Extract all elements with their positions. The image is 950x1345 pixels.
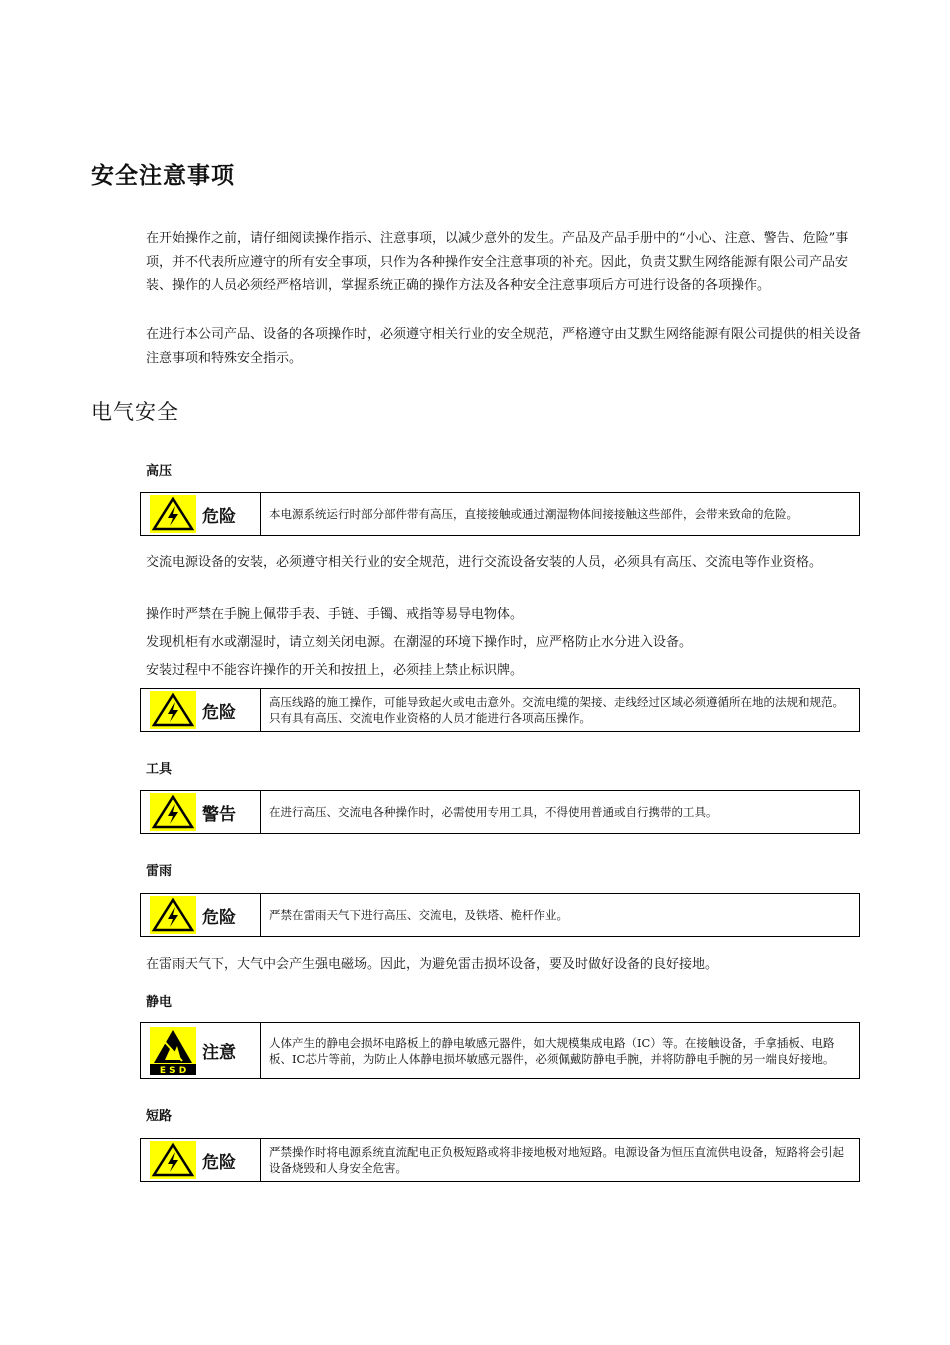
- notice-text: 严禁操作时将电源系统直流配电正负极短路或将非接地极对地短路。电源设备为恒压直流供电设备，短路将会引起设备烧毁和人身安全危害。: [269, 1145, 844, 1175]
- notice-label-cell: [141, 689, 261, 731]
- high-voltage-warning-icon: [150, 495, 196, 533]
- notice-box: [140, 1138, 860, 1182]
- notice-text: 本电源系统运行时部分部件带有高压，直接接触或通过潮湿物体间接接触这些部件，会带来致命的危险。: [269, 507, 798, 521]
- notice-text: 人体产生的静电会损坏电路板上的静电敏感元器件，如大规模集成电路（IC）等。在接触设备，手拿插板、电路板、IC芯片等前，为防止人体静电损坏敏感元器件，必须佩戴防静电手腕，并将防静电手腕的另一端良好接地。: [269, 1035, 835, 1066]
- notice-label: 危险: [202, 907, 236, 928]
- notice-box: [140, 688, 860, 732]
- notice-label: 危险: [202, 1152, 236, 1173]
- notice-label-cell: [141, 1023, 261, 1078]
- storm-paragraph: 在雷雨天气下，大气中会产生强电磁场。因此，为避免雷击损坏设备，要及时做好设备的良好接地。: [146, 957, 719, 972]
- notice-box: [140, 492, 860, 536]
- subsection-high-voltage: 高压: [146, 464, 173, 479]
- notice-box: [140, 893, 860, 937]
- notice-text: 在进行高压、交流电各种操作时，必需使用专用工具，不得使用普通或自行携带的工具。: [269, 805, 718, 819]
- notice-label: 危险: [202, 506, 236, 527]
- notice-label-cell: [141, 493, 261, 535]
- esd-icon: [150, 1027, 196, 1075]
- esd-icon-text: E S D: [159, 1065, 187, 1075]
- notice-label: 危险: [202, 702, 236, 723]
- intro-paragraph-1: 在开始操作之前，请仔细阅读操作指示、注意事项，以减少意外的发生。产品及产品手册中的“小心、注意、警告、危险”事项，并不代表所应遵守的所有安全事项，只作为各种操作安全注意事项的补充。因此，负责艾默生网络能源有限公司产品安装、操作的人员必须经严格培训，掌握系统正确的操作方法及各种安全注意事项后方可进行设备的各项操作。: [146, 231, 849, 293]
- notice-text: 高压线路的施工操作，可能导致起火或电击意外。交流电缆的架接、走线经过区域必须遵循所在地的法规和规范。只有具有高压、交流电作业资格的人员才能进行各项高压操作。: [269, 695, 844, 725]
- high-voltage-warning-icon: [150, 691, 196, 729]
- high-voltage-warning-icon: [150, 793, 196, 831]
- notice-text: 严禁在雷雨天气下进行高压、交流电，及铁塔、桅杆作业。: [269, 908, 568, 922]
- subsection-static: 静电: [146, 995, 173, 1010]
- notice-label-cell: [141, 894, 261, 936]
- hv-paragraph-2: 操作时严禁在手腕上佩带手表、手链、手镯、戒指等易导电物体。: [146, 607, 524, 622]
- subsection-thunderstorm: 雷雨: [146, 864, 173, 879]
- hv-paragraph-1: 交流电源设备的安装，必须遵守相关行业的安全规范，进行交流设备安装的人员，必须具有高压、交流电等作业资格。: [146, 555, 823, 570]
- hv-paragraph-4: 安装过程中不能容许操作的开关和按扭上，必须挂上禁止标识牌。: [146, 663, 524, 678]
- hv-paragraph-3: 发现机柜有水或潮湿时，请立刻关闭电源。在潮湿的环境下操作时，应严格防止水分进入设备。: [146, 635, 693, 650]
- notice-label: 警告: [202, 804, 236, 825]
- high-voltage-warning-icon: [150, 1141, 196, 1179]
- notice-label: 注意: [202, 1043, 236, 1063]
- subsection-tools: 工具: [146, 762, 173, 777]
- high-voltage-warning-icon: [150, 896, 196, 934]
- notice-box: [140, 790, 860, 834]
- subsection-short-circuit: 短路: [146, 1109, 173, 1124]
- intro-paragraph-2: 在进行本公司产品、设备的各项操作时，必须遵守相关行业的安全规范，严格遵守由艾默生网络能源有限公司提供的相关设备注意事项和特殊安全指示。: [146, 327, 862, 366]
- page-title: 安全注意事项: [91, 163, 235, 189]
- notice-label-cell: [141, 1139, 261, 1181]
- notice-label-cell: [141, 791, 261, 833]
- notice-box: [140, 1022, 860, 1079]
- section-title: 电气安全: [91, 400, 179, 424]
